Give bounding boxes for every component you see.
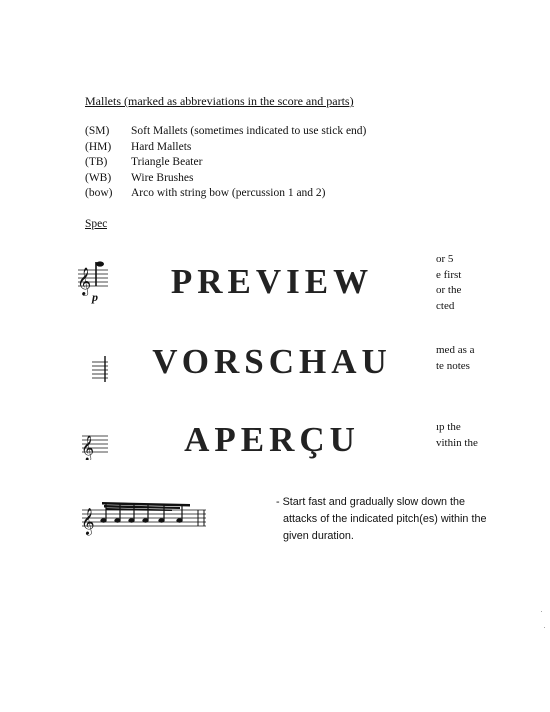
text-fragment-block-2: med as a te notes [436,344,475,372]
technique-description [276,494,486,545]
crop-mark: · [543,622,546,632]
mallet-abbreviation: (TB) [85,156,108,169]
description-line: given duration. [283,530,354,542]
watermark-preview: PREVIEW [170,262,374,301]
svg-text:𝄞: 𝄞 [81,436,95,460]
mallet-abbreviation: (WB) [85,171,112,184]
mallet-abbreviation: (bow) [85,187,113,200]
text-fragment-block-3: ıp the vithin the [436,421,478,449]
mallet-description: Arco with string bow (percussion 1 and 2) [131,187,326,200]
dynamic-marking: p [92,290,98,304]
mallet-abbreviation: (SM) [85,125,110,137]
description-line: - Start fast and gradually slow down the [276,496,466,508]
mallet-description: Soft Mallets (sometimes indicated to use stick end) [131,125,367,137]
staff-fragment-2 [92,356,108,388]
beamed-notes-staff-icon [80,500,208,536]
mallets-heading: Mallets (marked as abbreviations in the score and parts) [85,94,354,108]
mallet-item [85,155,366,171]
mallet-item [85,140,366,156]
staff-fragment-4 [80,500,208,536]
mallet-item [85,124,366,140]
mallet-item [85,186,366,202]
watermark-apercu: APERÇU [184,420,360,459]
mallet-description: Hard Mallets [131,140,192,153]
staff-fragment-3 [80,428,110,460]
svg-text:𝄞: 𝄞 [77,267,92,295]
mallet-item [85,171,366,187]
mallet-description: Triangle Beater [131,156,203,169]
text-fragment-block-1: or 5 e first or the cted [436,253,462,312]
watermark-vorschau: VORSCHAU [152,342,392,381]
mallets-list [85,124,366,202]
crop-mark: · [540,606,543,616]
description-line: attacks of the indicated pitch(es) within the [283,513,487,525]
special-notation-heading-fragment: Spec [85,218,107,230]
staff-icon [92,356,108,388]
treble-clef-staff-icon [80,428,110,460]
mallet-description: Wire Brushes [131,171,194,184]
mallet-abbreviation: (HM) [85,140,112,153]
svg-text:𝄞: 𝄞 [81,509,95,535]
